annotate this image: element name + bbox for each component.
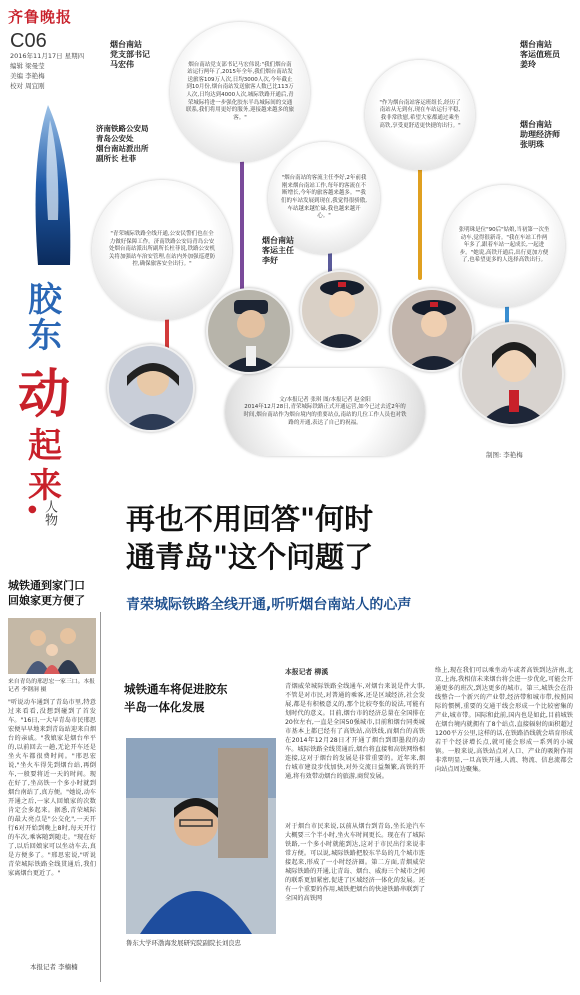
mid-story-photo xyxy=(126,738,276,934)
proof-credit: 校对 周宜刚 xyxy=(10,82,45,90)
issue-date: 2016年11月17日 星期四 xyxy=(10,52,85,60)
person-icon xyxy=(109,346,195,432)
main-story-column-1: 青烟威荣城际铁路全线通车,对烟台来说是件大事,不管是对市民,对普通的乘客,还是区域经济,社会发展,都是有积极意义的,那个比较夸张的说法,可能有划时代的意义。目前,烟台市的经济总量在全国排在20位左右,一直是全国50强城市,目前和烟台同类城市基本上都已经有了高铁站,高铁线,而烟台的高铁在2014年12月28日才开通了烟台到即墨段的动车。城际铁路全线贯通后,烟台将直接和高铁网络相连接,这对于烟台的发展是非常重要的。近年来,烟台城市建设步伐加快,对外交流日益频繁,高铁的开通,将有效带动烟台的旅游,商贸发展。 xyxy=(285,683,425,780)
intro-bubble: 文/本报记者 张琪 图/本报记者 赵金阳 2014年12月28日,青荣城际铁路正式开通运营,如今已过去近2年的时间,烟台南站作为烟台境内的重要站点,南站的几位工作人员也对铁路的开通,表达了自己的祝福。 xyxy=(225,368,425,456)
quote-bubble-economist: 张明珠是位"90后"姑娘,当初第一次坐动车,觉得很新奇。"我在车站工作两年多了,跟着车站一起成长,一起进步。"她说,高铁开通后,出行更加方便了,也希望更多的人选择高铁出行。 xyxy=(443,185,565,307)
quote-bubble-duty: "作为烟台南站客运班组长,经历了南站从无到有,现在车站运行平稳,我非常欣慰,希望大家都通过乘坐高铁,享受更舒适更快捷的出行。" xyxy=(365,60,475,170)
page-number: C06 xyxy=(10,30,47,52)
label-police: 济南铁路公安局 青岛公安处 烟台南站派出所 副所长 杜菲 xyxy=(96,124,149,163)
editor-credit: 编辑 梁曼莹 xyxy=(10,62,45,70)
headline-line-1: 再也不用回答"何时 xyxy=(126,502,374,536)
main-story-column-3: 络上,现在我们可以乘坐动车或者高铁到达济南,北京,上海,我相信未来烟台将会进一步优化,可能会开通更多的班次,到达更多的城市。第三,城铁会在沿线整合一个新兴的产业带,经济带和城市带,按照国际的惯例,重要的交通干线会形成一个比较密集的产业,城市带。国际和此前,国内也是如此,目前城铁在烟台境内就拥有了8个站点,直接辐射的面积超过1200平方公里,这样的话,在铁路沿线就会培育形成若干个经济增长点,就可能会形成一系列的小城镇。一般来说,高铁站点对人口、产业的吸附作用非常明显,一旦高铁开通,人流、物流、信息流都会向站点周边聚集。 xyxy=(435,667,573,773)
mid-story-title: 城铁通车将促进胶东 半岛一体化发展 xyxy=(124,682,228,714)
person-icon xyxy=(462,324,564,426)
portrait-photo-secretary xyxy=(206,288,292,374)
left-story-author: 本报记者 李楠楠 xyxy=(30,963,78,971)
designer-credit: 美编 李艳梅 xyxy=(10,72,45,80)
vertical-title-char: 东 xyxy=(28,316,62,356)
label-station-master: 烟台南站 客运主任 李好 xyxy=(262,236,294,265)
left-story-title: 城铁通到家门口 回娘家更方便了 xyxy=(8,579,85,607)
left-story-caption: 来自青岛的邢思宏一家三口。本报记者 李钢洞 摄 xyxy=(8,679,95,693)
quote-bubble-master: "烟台南站的客流主任李好,2年前我刚来烟台南站工作,每年的客流在不断增长,今年的旅客越来越多。""我们的车站发展到现在,我觉得很骄傲,车站越来越忙碌,我也越来越开心。" xyxy=(268,142,380,254)
portrait-photo-master xyxy=(300,270,380,350)
vertical-title-char: 来 xyxy=(28,466,62,506)
vertical-title-char: 胶 xyxy=(28,280,62,320)
quote-bubble-secretary: 烟台南站党支部书记马宏伟说:"我们烟台南站运行两年了,2015年全年,我们烟台南站发送旅客109万人次,日均3000人次,今年截止到10月份,烟台南站发送旅客人数已比113万人次,日均达到4000人次,城际铁路开通后,青荣城际将进一步强化胶东半岛城际间的交通联系,我们将用更好的服务,迎接越来越多的旅客。" xyxy=(170,22,310,162)
person-icon xyxy=(208,290,292,374)
section-dot: ● xyxy=(28,504,37,515)
label-economist: 烟台南站 助理经济师 张明珠 xyxy=(520,120,560,149)
subheadline: 青荣城际铁路全线开通,听听烟台南站人的心声 xyxy=(126,597,412,613)
masthead: 齐鲁晚报 xyxy=(8,8,73,26)
train-graphic xyxy=(18,100,88,270)
section-label: 人物 xyxy=(42,500,57,526)
portrait-photo-economist xyxy=(460,322,564,426)
mid-story-caption: 鲁东大学环渤海发展研究院副院长刘良忠 xyxy=(126,939,242,947)
left-story-body: "听说动车通到了青岛市里,特意过来看看,没想到碰到了首发车。"16日,一大早青岛市民邢思宏便早早地来到青岛站迎来自烟台的亲戚。"我娘家是烟台牟平的,以前回去一趟,无论开车还是坐火车都很费时间。"邢思宏说,"坐火车得先到烟台站,再倒车,一般要将近一天的时间。现在好了,坐高铁一个多小时就到烟台南站了,真方便。"她说,动车开通之后,一家人回娘家的次数肯定会多起来。据悉,青荣城际的最大亮点是"公交化",一天开行6对开始到晚上8时,每天开行的车次,乘客随到随走。"现在好了,以后回娘家可以坐动车去,真是方便多了。"邢思宏说,"听说青荣城际铁路全线贯通后,我们家离烟台更近了。" xyxy=(8,699,96,877)
label-duty-chief: 烟台南站 客运值班员 姜玲 xyxy=(520,40,560,69)
family-photo-icon xyxy=(8,618,96,674)
portrait-photo-police xyxy=(107,344,195,432)
vertical-title-char: 动 xyxy=(18,364,71,425)
quote-bubble-police: "青荣城际铁路全线开通,公安民警们也在全力做好保障工作。济南铁路公安局青岛公安处烟台南站派出所副所长杜菲说,铁路公安机关将加强站车治安管理,在站内外加强巡逻防控,确保旅客安全出行。" xyxy=(92,180,232,320)
left-story-photo xyxy=(8,618,96,674)
label-party-secretary: 烟台南站 党支部书记 马宏伟 xyxy=(110,40,150,69)
person-icon xyxy=(302,272,380,350)
column-divider xyxy=(100,612,101,982)
graphic-credit: 制图: 李艳梅 xyxy=(486,451,523,459)
person-photo-icon xyxy=(126,738,276,934)
headline-line-2: 通青岛"这个问题了 xyxy=(126,540,374,574)
main-story-byline: 本报记者 柳溪 xyxy=(285,668,329,676)
main-story-column-2: 对于烟台市民来说,以前从烟台到青岛,坐长途汽车大概要三个半小时,坐火车时间更长。现在有了城际铁路,一个多小时就能到达,这对于市民出行来说非常方便。可以说,城际铁路把胶东半岛的几个城市连接起来,形成了一小时经济圈。第二方面,青烟威荣城际铁路的开通,让青岛、烟台、威海三个城市之间的联系更加紧密,促进了区域经济一体化的发展。还有一个重要的作用,城铁把烟台的快速铁路串联到了全国的高铁网 xyxy=(285,823,425,902)
vertical-title-char: 起 xyxy=(28,426,62,466)
